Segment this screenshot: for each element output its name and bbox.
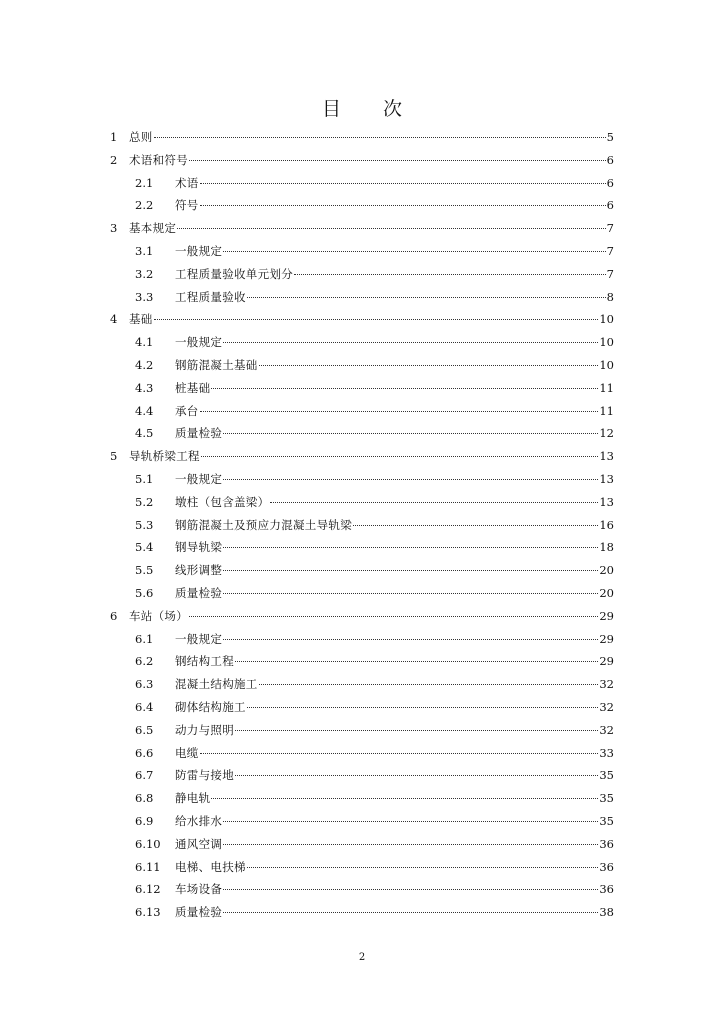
toc-entry-page: 32 (599, 722, 614, 737)
dot-leader (223, 479, 598, 480)
toc-entry-label: 混凝土结构施工 (175, 677, 258, 692)
toc-entry-number: 3.1 (135, 243, 154, 258)
toc-entry-label: 术语 (175, 175, 199, 190)
dot-leader (247, 707, 599, 708)
toc-entry-number: 5.5 (135, 563, 154, 578)
toc-entry (110, 901, 614, 924)
dot-leader (223, 433, 598, 434)
toc-entry-number: 5.6 (135, 585, 154, 600)
toc-entry-label: 电缆 (175, 745, 199, 760)
toc-entry (110, 514, 614, 537)
toc-entry-label: 钢筋混凝土及预应力混凝土导轨梁 (175, 517, 352, 532)
toc-entry (110, 605, 614, 628)
toc-entry-label: 承台 (175, 403, 199, 418)
toc-entry-page: 36 (599, 882, 614, 897)
page-title: 目 次 (321, 98, 421, 120)
dot-leader (247, 297, 606, 298)
toc-entry-number: 6.3 (135, 677, 154, 692)
toc-entry-label: 桩基础 (175, 380, 211, 395)
toc-entry-number: 4.2 (135, 357, 154, 372)
toc-entry-number: 3.2 (135, 266, 154, 281)
toc-entry-number: 5.3 (135, 517, 154, 532)
toc-entry-page: 10 (599, 335, 614, 350)
toc-entry-number: 6.9 (135, 813, 154, 828)
toc-entry (110, 673, 614, 696)
toc-entry (110, 172, 614, 195)
toc-entry-number: 5.2 (135, 494, 154, 509)
toc-entry-number: 6.8 (135, 791, 154, 806)
toc-entry-page: 11 (599, 403, 614, 418)
dot-leader (223, 570, 598, 571)
toc-entry-page: 10 (599, 357, 614, 372)
toc-entry-number: 6.5 (135, 722, 154, 737)
toc-entry-page: 12 (599, 426, 614, 441)
dot-leader (247, 867, 599, 868)
toc-entry (110, 787, 614, 810)
toc-entry-label: 动力与照明 (175, 722, 234, 737)
dot-leader (201, 456, 599, 457)
dot-leader (154, 319, 599, 320)
toc-entry (110, 354, 614, 377)
toc-entry-label: 质量检验 (175, 585, 223, 600)
toc-entry-page: 33 (599, 745, 614, 760)
toc-entry (110, 696, 614, 719)
toc-entry-page: 29 (599, 654, 614, 669)
dot-leader (211, 388, 598, 389)
dot-leader (223, 251, 605, 252)
toc-entry-label: 质量检验 (175, 905, 223, 920)
dot-leader (223, 639, 598, 640)
dot-leader (235, 730, 598, 731)
toc-entry-number: 2.2 (135, 198, 154, 213)
dot-leader (154, 137, 606, 138)
toc-entry-page: 11 (599, 380, 614, 395)
toc-entry (110, 377, 614, 400)
toc-entry-label: 车场设备 (175, 882, 223, 897)
toc-entry (110, 149, 614, 172)
dot-leader (353, 525, 598, 526)
toc-entry (110, 217, 614, 240)
page-number: 2 (358, 952, 366, 963)
dot-leader (211, 798, 598, 799)
toc-entry-label: 符号 (175, 198, 199, 213)
table-of-contents (110, 126, 614, 924)
dot-leader (223, 912, 598, 913)
toc-entry-page: 35 (599, 768, 614, 783)
toc-entry-number: 4.3 (135, 380, 154, 395)
toc-entry-label: 一般规定 (175, 631, 223, 646)
toc-entry (110, 400, 614, 423)
dot-leader (223, 821, 598, 822)
toc-entry-page: 20 (599, 563, 614, 578)
toc-entry-number: 3 (110, 221, 118, 236)
toc-entry-label: 一般规定 (175, 335, 223, 350)
toc-entry-page: 13 (599, 494, 614, 509)
toc-entry-label: 总则 (129, 130, 153, 144)
toc-entry-label: 导轨桥梁工程 (129, 449, 200, 464)
toc-entry-page: 29 (599, 631, 614, 646)
dot-leader (259, 684, 599, 685)
toc-entry (110, 468, 614, 491)
toc-entry (110, 331, 614, 354)
toc-entry-number: 6.2 (135, 654, 154, 669)
toc-entry-number: 6.11 (135, 859, 161, 874)
toc-entry-label: 基础 (129, 312, 153, 327)
toc-entry-page: 7 (606, 266, 614, 281)
toc-entry-number: 6.1 (135, 631, 154, 646)
toc-entry (110, 536, 614, 559)
toc-entry-number: 5 (110, 449, 118, 464)
toc-entry-page: 38 (599, 905, 614, 920)
toc-entry-page: 35 (599, 791, 614, 806)
dot-leader (259, 365, 599, 366)
toc-entry (110, 559, 614, 582)
toc-entry (110, 263, 614, 286)
dot-leader (223, 547, 598, 548)
toc-entry-number: 6 (110, 608, 118, 623)
toc-entry-number: 4.5 (135, 426, 154, 441)
toc-entry-label: 线形调整 (175, 563, 223, 578)
toc-entry-page: 6 (606, 198, 614, 213)
toc-entry-page: 8 (606, 289, 614, 304)
dot-leader (189, 616, 598, 617)
toc-entry-label: 基本规定 (129, 221, 177, 236)
toc-entry-number: 5.4 (135, 540, 154, 555)
toc-entry-page: 5 (606, 130, 614, 144)
dot-leader (200, 205, 606, 206)
toc-entry-page: 13 (599, 471, 614, 486)
dot-leader (235, 661, 598, 662)
dot-leader (294, 274, 606, 275)
toc-entry (110, 194, 614, 217)
toc-entry (110, 764, 614, 787)
toc-entry-number: 4.4 (135, 403, 154, 418)
toc-entry-number: 1 (110, 130, 118, 144)
toc-entry-label: 墩柱（包含盖梁） (175, 494, 270, 509)
toc-entry-number: 6.7 (135, 768, 154, 783)
toc-entry-label: 砌体结构施工 (175, 699, 246, 714)
toc-entry-number: 6.10 (135, 836, 161, 851)
toc-entry-label: 车站（场） (129, 608, 188, 623)
toc-entry (110, 126, 614, 149)
toc-entry (110, 240, 614, 263)
dot-leader (223, 889, 598, 890)
toc-entry (110, 650, 614, 673)
toc-entry-number: 4.1 (135, 335, 154, 350)
toc-entry-label: 给水排水 (175, 813, 223, 828)
toc-entry-page: 36 (599, 859, 614, 874)
toc-entry (110, 810, 614, 833)
toc-entry (110, 833, 614, 856)
toc-entry (110, 445, 614, 468)
toc-entry (110, 742, 614, 765)
dot-leader (200, 411, 599, 412)
toc-entry-number: 5.1 (135, 471, 154, 486)
toc-entry-number: 2 (110, 152, 118, 167)
toc-entry-number: 6.4 (135, 699, 154, 714)
toc-entry-label: 工程质量验收单元划分 (175, 266, 293, 281)
toc-entry-page: 35 (599, 813, 614, 828)
toc-entry-page: 32 (599, 699, 614, 714)
toc-entry-label: 术语和符号 (129, 152, 188, 167)
toc-entry-page: 6 (606, 175, 614, 190)
toc-entry-page: 7 (606, 221, 614, 236)
toc-entry-number: 6.12 (135, 882, 161, 897)
toc-entry (110, 422, 614, 445)
dot-leader (177, 228, 605, 229)
toc-entry-page: 20 (599, 585, 614, 600)
toc-entry-page: 29 (599, 608, 614, 623)
toc-entry-page: 6 (606, 152, 614, 167)
dot-leader (223, 593, 598, 594)
toc-entry-page: 7 (606, 243, 614, 258)
toc-entry (110, 856, 614, 879)
dot-leader (270, 502, 598, 503)
toc-entry-page: 36 (599, 836, 614, 851)
toc-entry-label: 钢结构工程 (175, 654, 234, 669)
toc-entry (110, 286, 614, 309)
toc-entry-label: 钢筋混凝土基础 (175, 357, 258, 372)
toc-entry (110, 878, 614, 901)
toc-entry-page: 13 (599, 449, 614, 464)
toc-entry (110, 582, 614, 605)
toc-entry-label: 静电轨 (175, 791, 211, 806)
dot-leader (189, 160, 606, 161)
toc-entry-page: 16 (599, 517, 614, 532)
toc-entry-number: 2.1 (135, 175, 154, 190)
dot-leader (200, 753, 599, 754)
dot-leader (223, 342, 598, 343)
toc-entry-label: 电梯、电扶梯 (175, 859, 246, 874)
toc-entry-label: 通风空调 (175, 836, 223, 851)
toc-entry-label: 一般规定 (175, 471, 223, 486)
toc-entry-label: 工程质量验收 (175, 289, 246, 304)
toc-entry (110, 628, 614, 651)
toc-entry-label: 质量检验 (175, 426, 223, 441)
toc-entry-page: 32 (599, 677, 614, 692)
toc-entry-number: 6.13 (135, 905, 161, 920)
toc-entry-number: 4 (110, 312, 118, 327)
toc-entry-page: 18 (599, 540, 614, 555)
toc-entry-label: 一般规定 (175, 243, 223, 258)
toc-entry (110, 308, 614, 331)
dot-leader (200, 183, 606, 184)
toc-entry-number: 6.6 (135, 745, 154, 760)
toc-entry (110, 491, 614, 514)
toc-entry-label: 防雷与接地 (175, 768, 234, 783)
toc-entry (110, 719, 614, 742)
dot-leader (223, 844, 598, 845)
toc-entry-page: 10 (599, 312, 614, 327)
toc-entry-label: 钢导轨梁 (175, 540, 223, 555)
toc-entry-number: 3.3 (135, 289, 154, 304)
dot-leader (235, 775, 598, 776)
